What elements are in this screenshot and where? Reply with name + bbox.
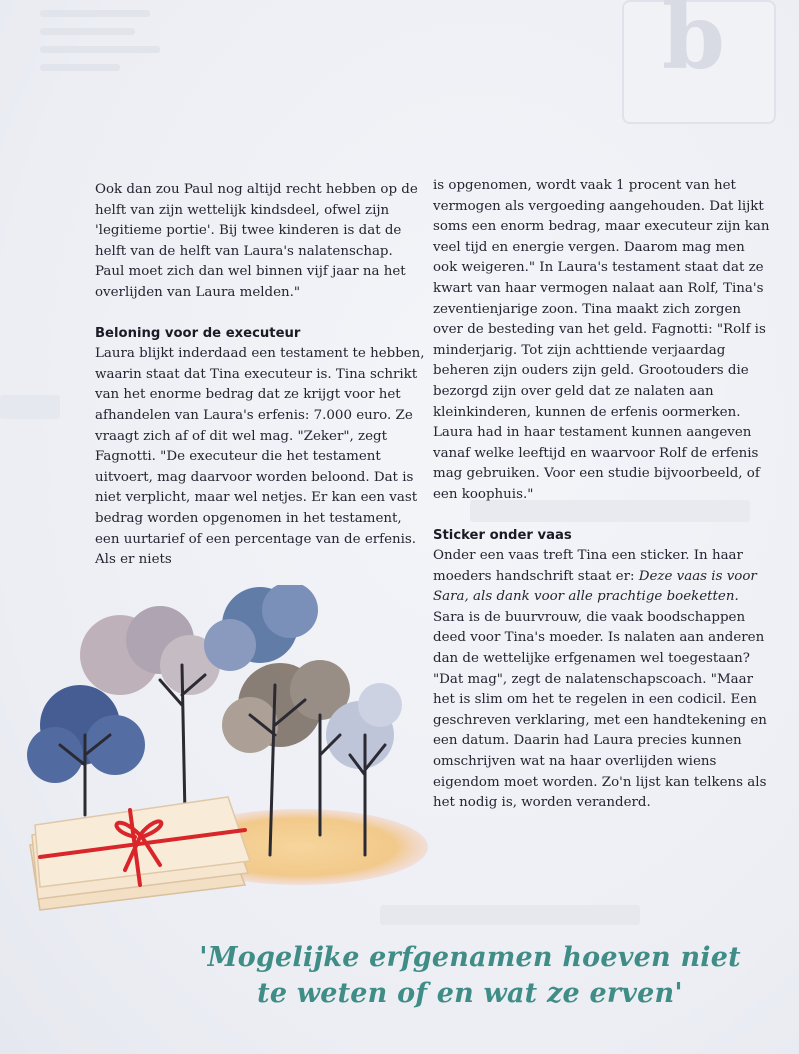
- sticker-quote: Deze vaas is voor Sara, als dank voor alle prachtige boeketten.: [433, 568, 757, 605]
- right-paragraph-2-intro: Onder een vaas treft Tina een sticker. In haar moeders handschrift staat er:: [433, 548, 743, 584]
- show-through-line: [40, 46, 160, 53]
- show-through-line: [40, 28, 135, 35]
- trees-and-letters-illustration: [20, 585, 440, 915]
- show-through-line: [40, 64, 120, 71]
- show-through-block: [0, 395, 60, 419]
- left-paragraph-1: Ook dan zou Paul nog altijd recht hebben op de helft van zijn wettelijk kindsdeel, ofwel zijn 'legitieme portie'. Bij twee kinderen is dat de helft van de helft van Laura's nalatenschap. Paul moet zich dan wel binnen vijf jaar na het overlijden van Laura melden.": [95, 182, 418, 300]
- pull-quote: [180, 940, 760, 1012]
- section-heading-executeur: Beloning voor de executeur: [95, 325, 301, 341]
- pull-quote-line-2: te weten of en wat ze erven': [257, 978, 683, 1009]
- left-column: [95, 180, 425, 571]
- tree-foliage: [27, 585, 402, 783]
- show-through-logo: b: [622, 0, 776, 124]
- left-paragraph-2: Laura blijkt inderdaad een testament te hebben, waarin staat dat Tina executeur is. Tina schrikt van het enorme bedrag dat ze krijgt voor het afhandelen van Laura's erfenis: 7.000 euro. Ze vraagt zich af of dit wel mag. "Zeker", zegt Fagnotti. "De executeur die het testament uitvoert, mag daarvoor worden beloond. Dat is niet verplicht, maar wel netjes. Er kan een vast bedrag worden opgenomen in het testament, een uurtarief of een percentage van de erfenis. Als er niets: [95, 346, 425, 568]
- show-through-line: [40, 10, 150, 17]
- right-paragraph-2: [433, 546, 773, 814]
- section-heading-sticker: Sticker onder vaas: [433, 527, 572, 543]
- right-paragraph-2-rest: Sara is de buurvrouw, die vaak boodschappen deed voor Tina's moeder. Is nalaten aan anderen dan de wettelijke erfgenamen wel toegestaan? "Dat mag", zegt de nalatenschapscoach. "Maar het is slim om het te regelen in een codicil. Een geschreven verklaring, met een handtekening en een datum. Daarin had Laura precies kunnen omschrijven wat na haar overlijden wiens eigendom moet worden. Zo'n lijst kan telkens als het nodig is, worden veranderd.: [433, 609, 767, 811]
- right-paragraph-1: is opgenomen, wordt vaak 1 procent van het vermogen als vergoeding aangehouden. Dat lijkt soms een enorm bedrag, maar executeur zijn kan veel tijd en energie vergen. Daarom mag men ook weigeren." In Laura's testament staat dat ze kwart van haar vermogen nalaat aan Rolf, Tina's zeventienjarige zoon. Tina maakt zich zorgen over de besteding van het geld. Fagnotti: "Rolf is minderjarig. Tot zijn achttiende verjaardag beheren zijn ouders zijn geld. Grootouders die bezorgd zijn over geld dat ze nalaten aan kleinkinderen, kunnen de erfenis oormerken. Laura had in haar testament kunnen aangeven vanaf welke leeftijd en waarvoor Rolf de erfenis mag gebruiken. Voor een studie bijvoorbeeld, of een koophuis.": [433, 178, 770, 502]
- pull-quote-line-1: 'Mogelijke erfgenamen hoeven niet: [199, 942, 741, 973]
- right-column: [433, 176, 773, 814]
